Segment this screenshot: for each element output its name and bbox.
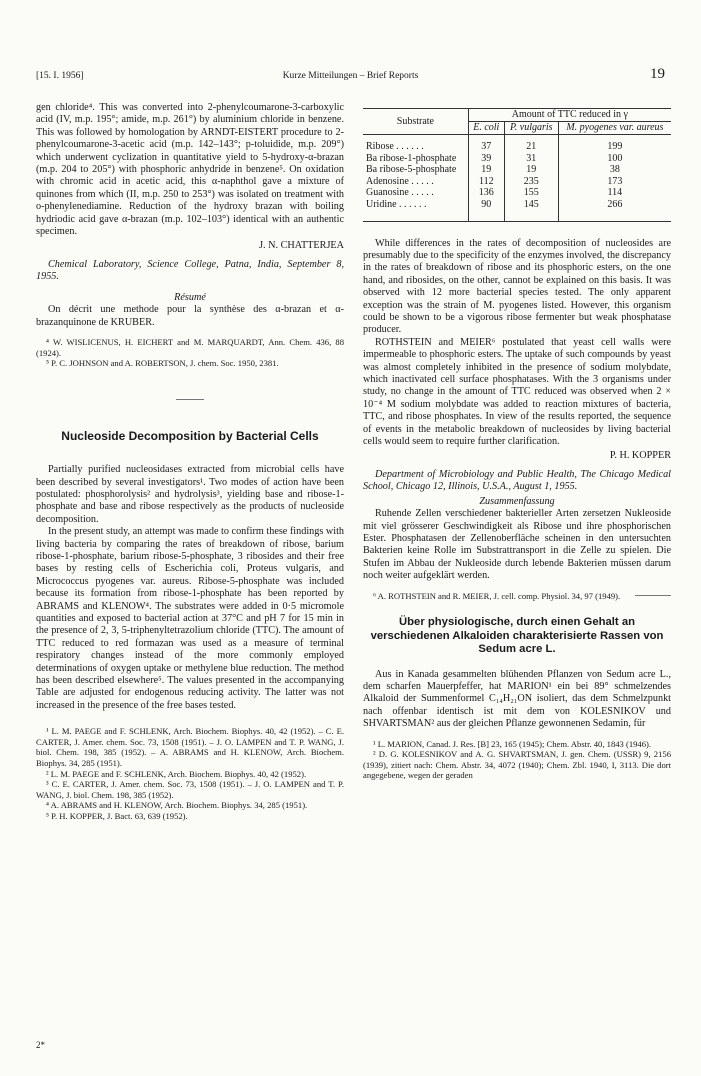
author-signature: J. N. CHATTERJEA <box>259 240 344 252</box>
article-title: Nucleoside Decomposition by Bacterial Cells <box>61 428 319 443</box>
page-number: 19 <box>650 66 665 82</box>
table-row: Ba ribose-5-phosphate 19 19 38 <box>363 164 671 176</box>
body-paragraph: Partially purified nucleosidases extracted from microbial cells have been described by several investigators¹. Two modes of action have been postulated: phosphorolysis² and hydrolysis³, yielding base and ribose-1-phosphate and base and ribose respectively as the products of nucleoside decomposition. <box>36 464 344 525</box>
table-row: Ribose . . . . . . 37 21 199 <box>363 135 671 153</box>
body-paragraph: While differences in the rates of decomposition of nucleosides are presumably due to the specificity of the enzymes involved, the discrepancy in the rates of breakdown of ribose and its phosphoric esters, on the one hand, and ribosides, on the other, cannot be explained on this basis. It was observed with 12 more bacterial species tested. The only apparent exception was the strain of M. pyogenes listed. However, this organism could be shown to be a vigorous ribose fermenter but weak phosphatase producer. <box>363 237 671 336</box>
footnote: ⁴ A. ABRAMS and H. KLENOW, Arch. Biochem. Biophys. 34, 285 (1951). <box>46 800 308 811</box>
running-header <box>36 66 665 86</box>
table-column-header: M. pyogenes var. aureus <box>558 122 671 135</box>
footnote: ³ C. E. CARTER, J. Amer. chem. Soc. 73, 1508 (1951). – J. O. LAMPEN and T. P. WANG, J. biol. Chem. 198, 385 (1952). <box>36 779 344 800</box>
zusammenfassung-text: Ruhende Zellen verschiedener bakterieller Arten zersetzen Nukleoside mit viel grösserer Geschwindigkeit als Ribose und ihre phosphorischen Ester. Phosphatasen der Zellenoberfläche scheinen in den untersuchten Bakterien keine Rolle im Substrattransport in die Zelle zu spielen. Die Stufen im Abbau der Nukleoside durch lebende Bakterien müssen darum noch weiter aufgeklärt werden. <box>363 508 671 582</box>
author-signature: P. H. KOPPER <box>609 450 671 462</box>
resume-heading: Résumé <box>174 291 206 303</box>
body-paragraph: In the present study, an attempt was made to confirm these findings with living bacteria by comparing the rates of breakdown of ribose, barium ribose-1-phosphate, barium ribose-5-phosphate, 3 ribosides and their free bases by resting cells of Escherichia coli, Proteus vulgaris, and Micrococcus pyogenes var. aureus. Ribose-5-phosphate was included because its formation from ribose-1-phosphate has been reported by ABRAMS and KLENOW⁴. The substrates were added in 0·5 micromole quantities and exposed to bacterial action at 37°C and pH 7 for 15 min in the presence of 2, 3, 5-triphenyltetrazolium chloride (TTC). The amount of TTC reduced to red formazan was used as a measure of terminal respiratory changes instead of the more commonly employed determinations of oxygen uptake or methylene blue reduction. The method has been described elsewhere⁵. The values presented in the accompanying Table are adjusted for endogenous reducing activity. The latter was not increased in the presence of the free bases tested. <box>36 526 344 711</box>
resume-text: On décrit une methode pour la synthèse des α-brazan et α-brazanquinone de KRUBER. <box>36 304 344 328</box>
zusammenfassung-heading: Zusammenfassung <box>479 495 555 507</box>
footnote-divider <box>635 595 671 596</box>
footnotes-block-2 <box>36 726 344 821</box>
author-affiliation: Chemical Laboratory, Science College, Patna, India, September 8, 1955. <box>36 258 344 283</box>
author-affiliation: Department of Microbiology and Public Health, The Chicago Medical School, Chicago 12, Illinois, U.S.A., August 1, 1955. <box>363 468 671 493</box>
signature-mark: 2* <box>36 1040 45 1050</box>
footnote: ⁵ P. C. JOHNSON and A. ROBERTSON, J. chem. Soc. 1950, 2381. <box>46 358 279 369</box>
table-header-group: Amount of TTC reduced in γ <box>468 109 671 122</box>
ttc-table <box>363 108 671 222</box>
table-column-header: P. vulgaris <box>504 122 558 135</box>
footnote: ² D. G. KOLESNIKOV and A. G. SHVARTSMAN, J. gen. Chem. (USSR) 9, 2156 (1939), zitiert nach: Chem. Abstr. 34, 4072 (1940); Chem. Zbl. 1940, I, 3113. Die dort angegebene, wegen der geraden <box>363 749 671 781</box>
footnotes-block-3 <box>363 591 671 603</box>
article-title: Über physiologische, durch einen Gehalt an verschiedenen Alkaloiden charakterisierte Rassen von Sedum acre L. <box>370 616 664 656</box>
footnote: ¹ L. M. PAEGE and F. SCHLENK, Arch. Biochem. Biophys. 40, 42 (1952). – C. E. CARTER, J. Amer. chem. Soc. 73, 1508 (1951). – J. O. LAMPEN and T. P. WANG, J. biol. Chem. 198, 385 (1952). – A. ABRAMS and H. KLENOW, Arch. Biochem. Biophys. 34, 285 (1951). <box>36 726 344 768</box>
table-row: Uridine . . . . . . 90 145 266 <box>363 199 671 221</box>
section-divider <box>176 399 204 400</box>
footnotes-block-4 <box>363 739 671 781</box>
right-column <box>363 108 671 781</box>
issue-date: [15. I. 1956] <box>36 71 84 81</box>
table-row: Adenosine . . . . . 112 235 173 <box>363 176 671 188</box>
footnote: ⁶ A. ROTHSTEIN and R. MEIER, J. cell. comp. Physiol. 34, 97 (1949). <box>373 590 621 601</box>
intro-paragraph: gen chloride⁴. This was converted into 2-phenylcoumarone-3-carboxylic acid (IV, m.p. 195°; amide, m.p. 261°) by aluminium chloride in benzene. This was followed by homologation by ARNDT-EISTERT procedure to 2-phenylcoumarone-3-acetic acid (m.p. 142–143°; p-toluidide, m.p. 209°) which underwent cyclization in quantitative yield to 5-hydroxy-α-brazan (m.p. 204 to 205°) with phosphoric anhydride in benzene⁵. On oxidation with chromic acid in acetic acid, this α-naphthol gave a mixture of quinones from which (II, m.p. 250 to 253°) was isolated on treatment with o-phenylenediamine. Reduction of the hydroxy brazan with boiling hydriodic acid gave α-brazan (m.p. 102–103°) identical with an authentic specimen. <box>36 102 344 238</box>
body-paragraph: ROTHSTEIN and MEIER⁶ postulated that yeast cell walls were impermeable to phosphoric esters. The uptake of such compounds by yeast was almost completely inhibited in the presence of sodium molybdate, which inactivated cell surface phosphatases. With the 3 organisms under study, no change in the amount of TTC reduced was observed when 2 × 10⁻⁴ M sodium molybdate was added to reaction mixtures of bacteria, TTC, and ribose phosphates. In view of the results reported, the sequence of events in the metabolic breakdown of nucleosides by living bacterial cells would seem to require further clarification. <box>363 336 671 448</box>
body-paragraph: Aus in Kanada gesammelten blühenden Pflanzen von Sedum acre L., dem scharfen Mauerpfeffer, hat MARION¹ ein bei 89° schmelzendes Alkaloid der Summenformel C₁₄H₂₁ON isoliert, das dem Schmelzpunkt nach offenbar identisch ist mit dem von KOLESNIKOV und SHVARTSMAN² aus der gleichen Pflanze gewonnenen Sedamin, für <box>363 668 671 730</box>
table-row: Guanosine . . . . . 136 155 114 <box>363 187 671 199</box>
table-column-header: E. coli <box>468 122 504 135</box>
table-header-substrate: Substrate <box>363 109 468 135</box>
section-title: Kurze Mitteilungen – Brief Reports <box>282 71 419 81</box>
footnote: ² L. M. PAEGE and F. SCHLENK, Arch. Biochem. Biophys. 40, 42 (1952). <box>46 768 307 779</box>
footnote: ⁴ W. WISLICENUS, H. EICHERT and M. MARQUARDT, Ann. Chem. 436, 88 (1924). <box>36 336 344 358</box>
footnote: ¹ L. MARION, Canad. J. Res. [B] 23, 165 (1945); Chem. Abstr. 40, 1843 (1946). <box>373 738 652 749</box>
table-row: Ba ribose-1-phosphate 39 31 100 <box>363 153 671 165</box>
left-column <box>36 102 344 822</box>
footnote: ⁵ P. H. KOPPER, J. Bact. 63, 639 (1952). <box>46 810 188 821</box>
footnotes-block-1 <box>36 337 344 369</box>
